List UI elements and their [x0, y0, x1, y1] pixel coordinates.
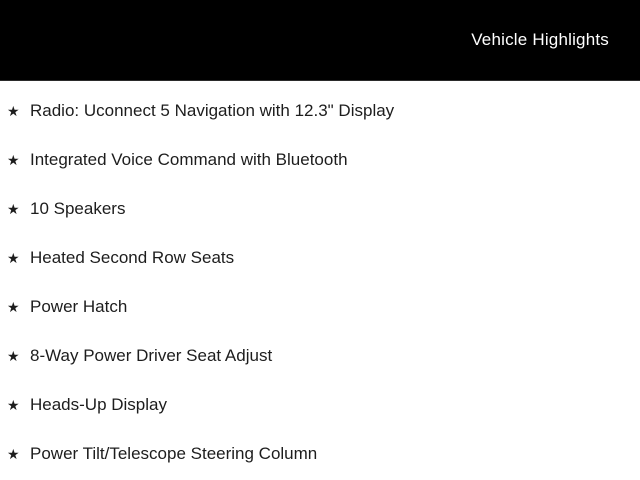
list-item [0, 429, 640, 478]
highlight-text: 8-Way Power Driver Seat Adjust [30, 345, 273, 365]
header-bar [0, 0, 640, 81]
star-icon: ★ [7, 445, 20, 462]
highlight-text: Power Tilt/Telescope Steering Column [30, 443, 318, 463]
highlight-text: Heated Second Row Seats [30, 247, 235, 267]
highlight-text: Heads-Up Display [30, 394, 167, 414]
highlight-text: Integrated Voice Command with Bluetooth [30, 149, 348, 169]
list-item [0, 282, 640, 331]
list-item [0, 380, 640, 429]
list-item [0, 331, 640, 380]
star-icon: ★ [7, 298, 20, 315]
star-icon: ★ [7, 102, 20, 119]
highlight-list [0, 81, 640, 478]
highlight-text: Radio: Uconnect 5 Navigation with 12.3" Display [30, 100, 395, 120]
star-icon: ★ [7, 347, 20, 364]
list-item [0, 233, 640, 282]
star-icon: ★ [7, 396, 20, 413]
highlight-text: Power Hatch [30, 296, 128, 316]
star-icon: ★ [7, 249, 20, 266]
star-icon: ★ [7, 151, 20, 168]
list-item [0, 86, 640, 135]
list-item [0, 184, 640, 233]
page-title: Vehicle Highlights [471, 30, 609, 49]
highlight-text: 10 Speakers [30, 198, 126, 218]
list-item [0, 135, 640, 184]
star-icon: ★ [7, 200, 20, 217]
